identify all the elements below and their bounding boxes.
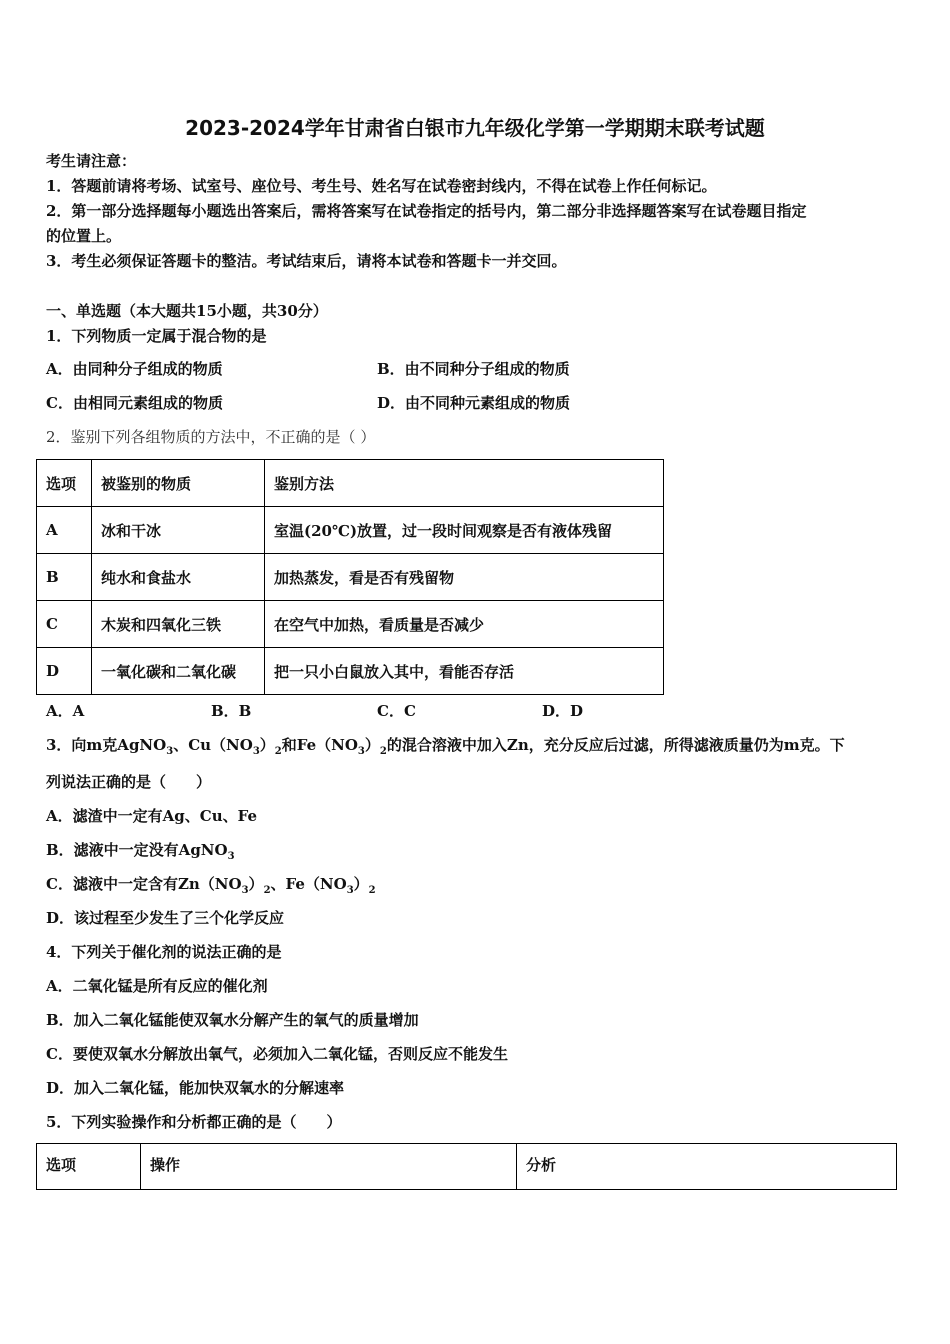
q3-stem-line2: 列说法正确的是（ ）	[46, 773, 212, 791]
table-row	[37, 648, 664, 695]
q3-option-d: D．该过程至少发生了三个化学反应	[46, 909, 285, 927]
table-header-cell: 选项	[37, 460, 92, 507]
table-cell: B	[37, 554, 92, 601]
page-title: 2023-2024学年甘肃省白银市九年级化学第一学期期末联考试题	[185, 116, 765, 140]
table-row	[37, 507, 664, 554]
table-header-cell: 操作	[141, 1144, 517, 1190]
table-cell: 纯水和食盐水	[92, 554, 265, 601]
table-header-row	[37, 460, 664, 507]
q4-option-b: B．加入二氧化锰能使双氧水分解产生的氧气的质量增加	[46, 1011, 419, 1029]
q5-table	[36, 1143, 897, 1190]
table-cell: A	[37, 507, 92, 554]
q4-option-c: C．要使双氧水分解放出氧气，必须加入二氧化锰，否则反应不能发生	[46, 1045, 508, 1063]
q1-option-d: D．由不同种元素组成的物质	[377, 394, 571, 412]
table-header-cell: 被鉴别的物质	[92, 460, 265, 507]
table-header-cell: 选项	[37, 1144, 141, 1190]
table-cell: 在空气中加热，看质量是否减少	[265, 601, 664, 648]
table-header-row	[37, 1144, 897, 1190]
q2-option-d: D．D	[542, 702, 584, 720]
notice-item-1: 1．答题前请将考场、试室号、座位号、考生号、姓名写在试卷密封线内，不得在试卷上作任何标记。	[46, 177, 717, 195]
q2-option-b: B．B	[211, 702, 252, 720]
q1-option-b: B．由不同种分子组成的物质	[377, 360, 570, 378]
q4-option-d: D．加入二氧化锰，能加快双氧水的分解速率	[46, 1079, 345, 1097]
table-cell: 室温(20℃)放置，过一段时间观察是否有液体残留	[265, 507, 664, 554]
table-row	[37, 601, 664, 648]
section-heading: 一、单选题（本大题共15小题，共30分）	[46, 302, 328, 320]
q4-option-a: A．二氧化锰是所有反应的催化剂	[46, 977, 268, 995]
q1-option-a: A．由同种分子组成的物质	[46, 360, 223, 378]
q3-option-c: C．滤液中一定含有$Zn(NO_3)_2$、$Fe(NO_3)_2$	[46, 875, 376, 896]
table-cell: 把一只小白鼠放入其中，看能否存活	[265, 648, 664, 695]
q2-table	[36, 459, 664, 695]
q1-stem: 1．下列物质一定属于混合物的是	[46, 327, 267, 345]
q1-option-c: C．由相同元素组成的物质	[46, 394, 223, 412]
table-cell: D	[37, 648, 92, 695]
table-cell: 木炭和四氧化三铁	[92, 601, 265, 648]
table-cell: 加热蒸发，看是否有残留物	[265, 554, 664, 601]
notice-item-2: 2．第一部分选择题每小题选出答案后，需将答案写在试卷指定的括号内，第二部分非选择题答案写在试卷题目指定	[46, 202, 807, 220]
table-header-cell: 鉴别方法	[265, 460, 664, 507]
q2-option-c: C．C	[377, 702, 416, 720]
table-row	[37, 554, 664, 601]
table-cell: 冰和干冰	[92, 507, 265, 554]
q3-option-b: B．滤液中一定没有AgNO$_3$	[46, 841, 235, 862]
q2-option-a: A．A	[46, 702, 85, 720]
notice-item-3: 3．考生必须保证答题卡的整洁。考试结束后，请将本试卷和答题卡一并交回。	[46, 252, 567, 270]
table-header-cell: 分析	[517, 1144, 897, 1190]
q5-stem: 5．下列实验操作和分析都正确的是（ ）	[46, 1113, 342, 1131]
table-cell: C	[37, 601, 92, 648]
q3-stem: 3．向m克AgNO$_3$、$Cu(NO_3)_2$和$Fe(NO_3)_2$的混合溶液中加入Zn，充分反应后过滤，所得滤液质量仍为m克。下	[46, 736, 845, 757]
q4-stem: 4．下列关于催化剂的说法正确的是	[46, 943, 282, 961]
notice-item-2-cont: 的位置上。	[46, 227, 122, 245]
notice-heading: 考生请注意：	[46, 152, 137, 170]
q2-stem: 2．鉴别下列各组物质的方法中，不正确的是（ ）	[46, 428, 376, 446]
q3-option-a: A．滤渣中一定有Ag、Cu、Fe	[46, 807, 257, 825]
table-cell: 一氧化碳和二氧化碳	[92, 648, 265, 695]
